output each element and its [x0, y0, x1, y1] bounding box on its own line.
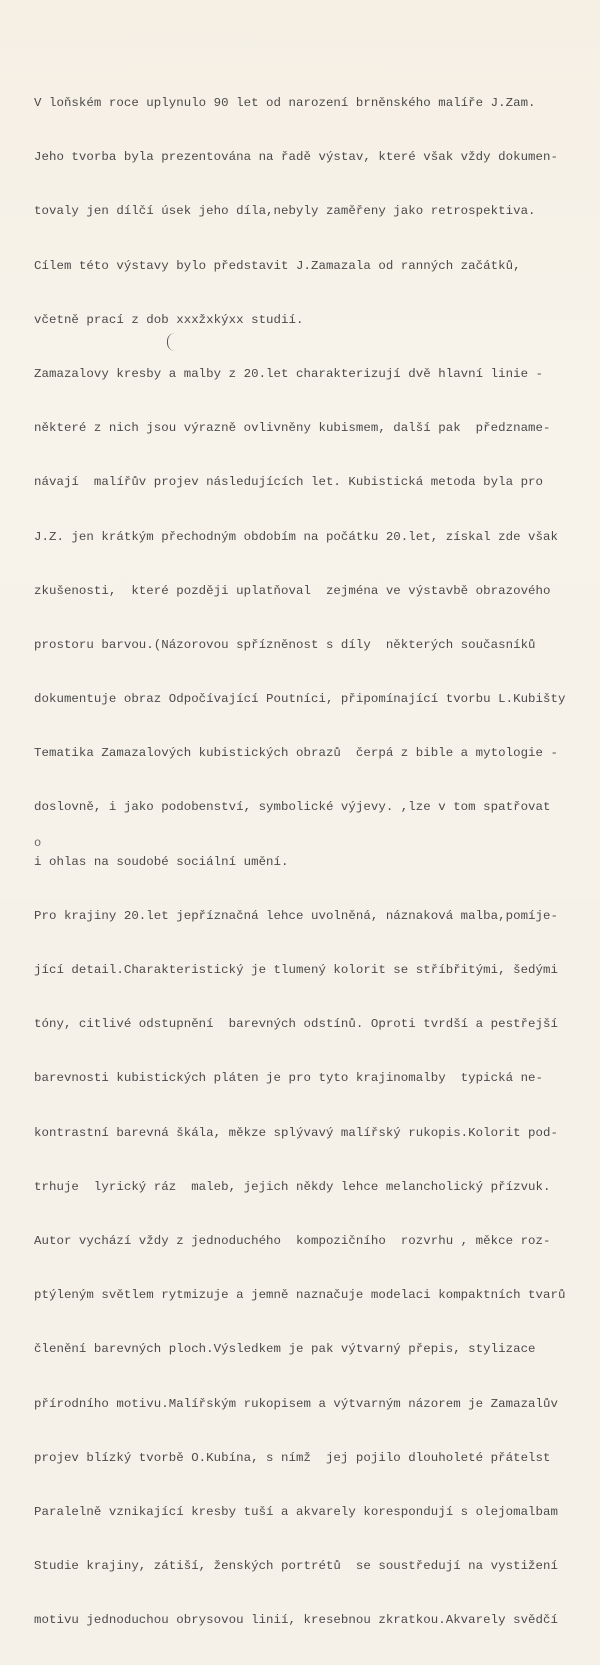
text-line: trhuje lyrický ráz maleb, jejich někdy lehce melancholický přízvuk.: [34, 1179, 551, 1194]
text-line: Jeho tvorba byla prezentována na řadě výstav, které však vždy dokumen-: [34, 150, 558, 165]
text-line: včetně prací z dob xxxžxkýxx studií.: [34, 312, 304, 327]
text-line: Pro krajiny 20.let jepříznačná lehce uvolněná, náznaková malba,pomíje-: [34, 908, 558, 923]
text-line: motivu jednoduchou obrysovou linií, kresebnou zkratkou.Akvarely svědčí: [34, 1613, 558, 1628]
text-line: V loňském roce uplynulo 90 let od narození brněnského malíře J.Zam.: [34, 96, 536, 110]
text-line: jící detail.Charakteristický je tlumený kolorit se stříbřitými, šedými: [34, 963, 558, 977]
handwritten-bracket-mark: [167, 333, 178, 351]
text-line: Cílem této výstavy bylo představit J.Zamazala od ranných začátků,: [34, 258, 521, 273]
text-line: projev blízký tvorbě O.Kubína, s nímž jej pojilo dlouholeté přátelst: [34, 1450, 551, 1465]
text-line: zkušenosti, které později uplatňoval zejména ve výstavbě obrazového: [34, 583, 551, 598]
text-line: tovaly jen dílčí úsek jeho díla,nebyly zaměřeny jako retrospektiva.: [34, 204, 536, 219]
text-line: přírodního motivu.Malířským rukopisem a výtvarným názorem je Zamazalův: [34, 1396, 558, 1411]
text-line: barevnosti kubistických pláten je pro tyto krajinomalby typická ne-: [34, 1071, 544, 1086]
text-line: prostoru barvou.(Názorovou spřízněnost s díly některých současníků: [34, 637, 536, 652]
text-line: Autor vychází vždy z jednoduchého kompozičního rozvrhu , měkce roz-: [34, 1233, 551, 1248]
text-line: Studie krajiny, zátiší, ženských portrétů se soustředují na vystižení: [34, 1559, 558, 1574]
page-marker: o: [34, 836, 42, 850]
text-line: J.Z. jen krátkým přechodným obdobím na počátku 20.let, získal zde však: [34, 529, 558, 544]
text-line: tóny, citlivé odstupnění barevných odstínů. Oproti tvrdší a pestřejší: [34, 1017, 558, 1032]
text-line: Tematika Zamazalových kubistických obrazů čerpá z bible a mytologie -: [34, 746, 558, 761]
text-line: kontrastní barevná škála, měkze splývavý malířský rukopis.Kolorit pod-: [34, 1125, 558, 1140]
text-line: členění barevných ploch.Výsledkem je pak výtvarný přepis, stylizace: [34, 1342, 536, 1357]
text-line: návají malířův projev následujících let. Kubistická metoda byla pro: [34, 475, 544, 490]
text-line: i ohlas na soudobé sociální umění.: [34, 854, 289, 869]
text-line: některé z nich jsou výrazně ovlivněny kubismem, další pak předzname-: [34, 421, 551, 436]
text-line: doslovně, i jako podobenství, symbolické výjevy. ,lze v tom spatřovat: [34, 800, 551, 815]
text-line: dokumentuje obraz Odpočívající Poutníci, připomínající tvorbu L.Kubišty: [34, 692, 566, 707]
text-line: Paralelně vznikající kresby tuší a akvarely korespondují s olejomalbam: [34, 1504, 558, 1519]
typewritten-text: [34, 66, 600, 1665]
text-line: Zamazalovy kresby a malby z 20.let charakterizují dvě hlavní linie -: [34, 366, 544, 381]
text-line: ptýleným světlem rytmizuje a jemně naznačuje modelaci kompaktních tvarů: [34, 1288, 566, 1303]
